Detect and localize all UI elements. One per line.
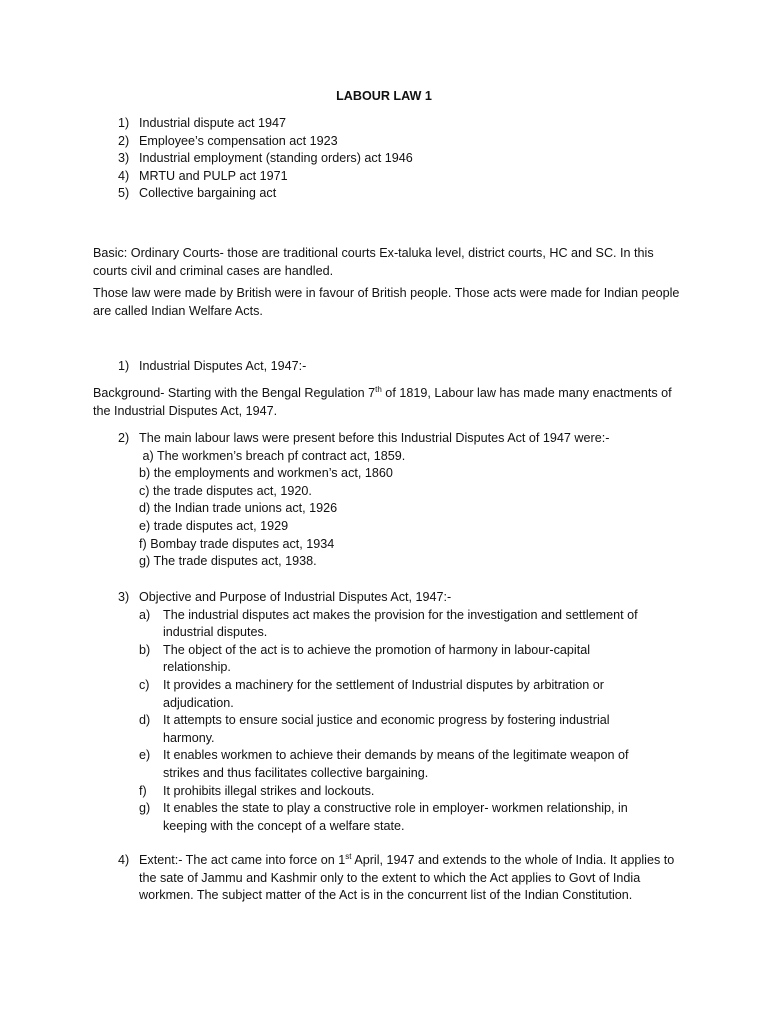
sub-item: c) the trade disputes act, 1920.: [139, 483, 312, 498]
objective-item: [0, 677, 768, 712]
objective-item: [0, 712, 768, 747]
item-text: The object of the act is to achieve the promotion of harmony in labour-capital relationship.: [163, 642, 591, 675]
section-number: 4): [118, 853, 130, 867]
intro-list: [0, 115, 768, 203]
item-text: It enables the state to play a constructive role in employer- workmen relationship, in keeping with the concept of a welfare state.: [163, 801, 628, 833]
background-text: Background- Starting with the Bengal Regulation 7: [93, 386, 376, 400]
section-1-heading: [0, 358, 768, 376]
list-text: Collective bargaining act: [139, 186, 277, 201]
list-item: [0, 133, 768, 151]
list-item: [0, 168, 768, 186]
item-text: The industrial disputes act makes the provision for the investigation and settlement of industrial disputes.: [163, 607, 638, 640]
list-item: [0, 150, 768, 168]
section-number: 3): [118, 590, 130, 604]
sub-item: d) the Indian trade unions act, 1926: [139, 501, 338, 516]
item-text: It attempts to ensure social justice and economic progress by fostering industrial harmony.: [163, 713, 610, 745]
item-label: c): [139, 677, 150, 692]
objective-item: [0, 800, 768, 835]
list-text: MRTU and PULP act 1971: [139, 168, 288, 183]
list-number: 3): [118, 151, 130, 166]
page-title: LABOUR LAW 1: [336, 89, 432, 103]
item-label: g): [139, 801, 151, 816]
list-number: 4): [118, 168, 130, 183]
objective-item: [0, 642, 768, 677]
objective-item: [0, 607, 700, 642]
section-heading: Industrial Disputes Act, 1947:-: [139, 359, 307, 373]
item-text: It prohibits illegal strikes and lockouts.: [163, 783, 375, 798]
list-text: Industrial dispute act 1947: [139, 116, 287, 130]
para-background: [93, 385, 683, 420]
extent-text: April, 1947 and extends to the whole of India. It applies to the sate of Jammu and Kashmir only to the extent to which the Act applies to Govt of India workmen. The subject matter of the Act is in the concurrent list of the Indian Constitution.: [139, 853, 675, 903]
objective-item: [0, 783, 768, 801]
section-2: [0, 430, 768, 571]
list-number: 1): [118, 116, 130, 130]
item-label: a): [139, 607, 151, 622]
list-item: [0, 185, 768, 203]
sub-item: f) Bombay trade disputes act, 1934: [139, 536, 335, 551]
list-number: 5): [118, 186, 130, 201]
superscript: st: [345, 851, 352, 861]
objective-item: [0, 747, 768, 782]
sub-item: g) The trade disputes act, 1938.: [139, 554, 317, 569]
item-label: e): [139, 748, 151, 763]
section-4: [0, 852, 768, 905]
sub-item: e) trade disputes act, 1929: [139, 518, 289, 533]
sub-item: a) The workmen’s breach pf contract act, 1859.: [139, 448, 406, 463]
item-label: b): [139, 642, 151, 657]
item-text: It provides a machinery for the settlement of Industrial disputes by arbitration or adjudication.: [163, 677, 604, 710]
section-heading: Objective and Purpose of Industrial Disputes Act, 1947:-: [139, 590, 452, 604]
background-text: of 1819, Labour law has made many enactments of the Industrial Disputes Act, 1947.: [93, 386, 672, 418]
list-text: Employee’s compensation act 1923: [139, 133, 338, 148]
list-text: Industrial employment (standing orders) act 1946: [139, 151, 413, 166]
sub-item: b) the employments and workmen’s act, 1860: [139, 466, 393, 481]
extent-text: Extent:- The act came into force on 1: [139, 853, 346, 867]
section-number: 2): [118, 431, 130, 445]
item-text: It enables workmen to achieve their demands by means of the legitimate weapon of strikes and thus facilitates collective bargaining.: [163, 748, 629, 780]
section-4-text: [139, 852, 679, 905]
item-label: f): [139, 783, 147, 798]
list-number: 2): [118, 133, 130, 148]
list-item: [0, 115, 768, 133]
section-number: 1): [118, 359, 130, 373]
superscript: th: [375, 384, 382, 394]
para-basic: Basic: Ordinary Courts- those are traditional courts Ex-taluka level, district courts, HC and SC. In this courts civil and criminal cases are handled.: [93, 246, 654, 278]
item-label: d): [139, 713, 151, 728]
section-heading: The main labour laws were present before this Industrial Disputes Act of 1947 were:-: [139, 431, 610, 445]
para-british: Those law were made by British were in favour of British people. Those acts were made for Indian people are called Indian Welfare Acts.: [93, 286, 680, 318]
section-3: [0, 589, 768, 835]
